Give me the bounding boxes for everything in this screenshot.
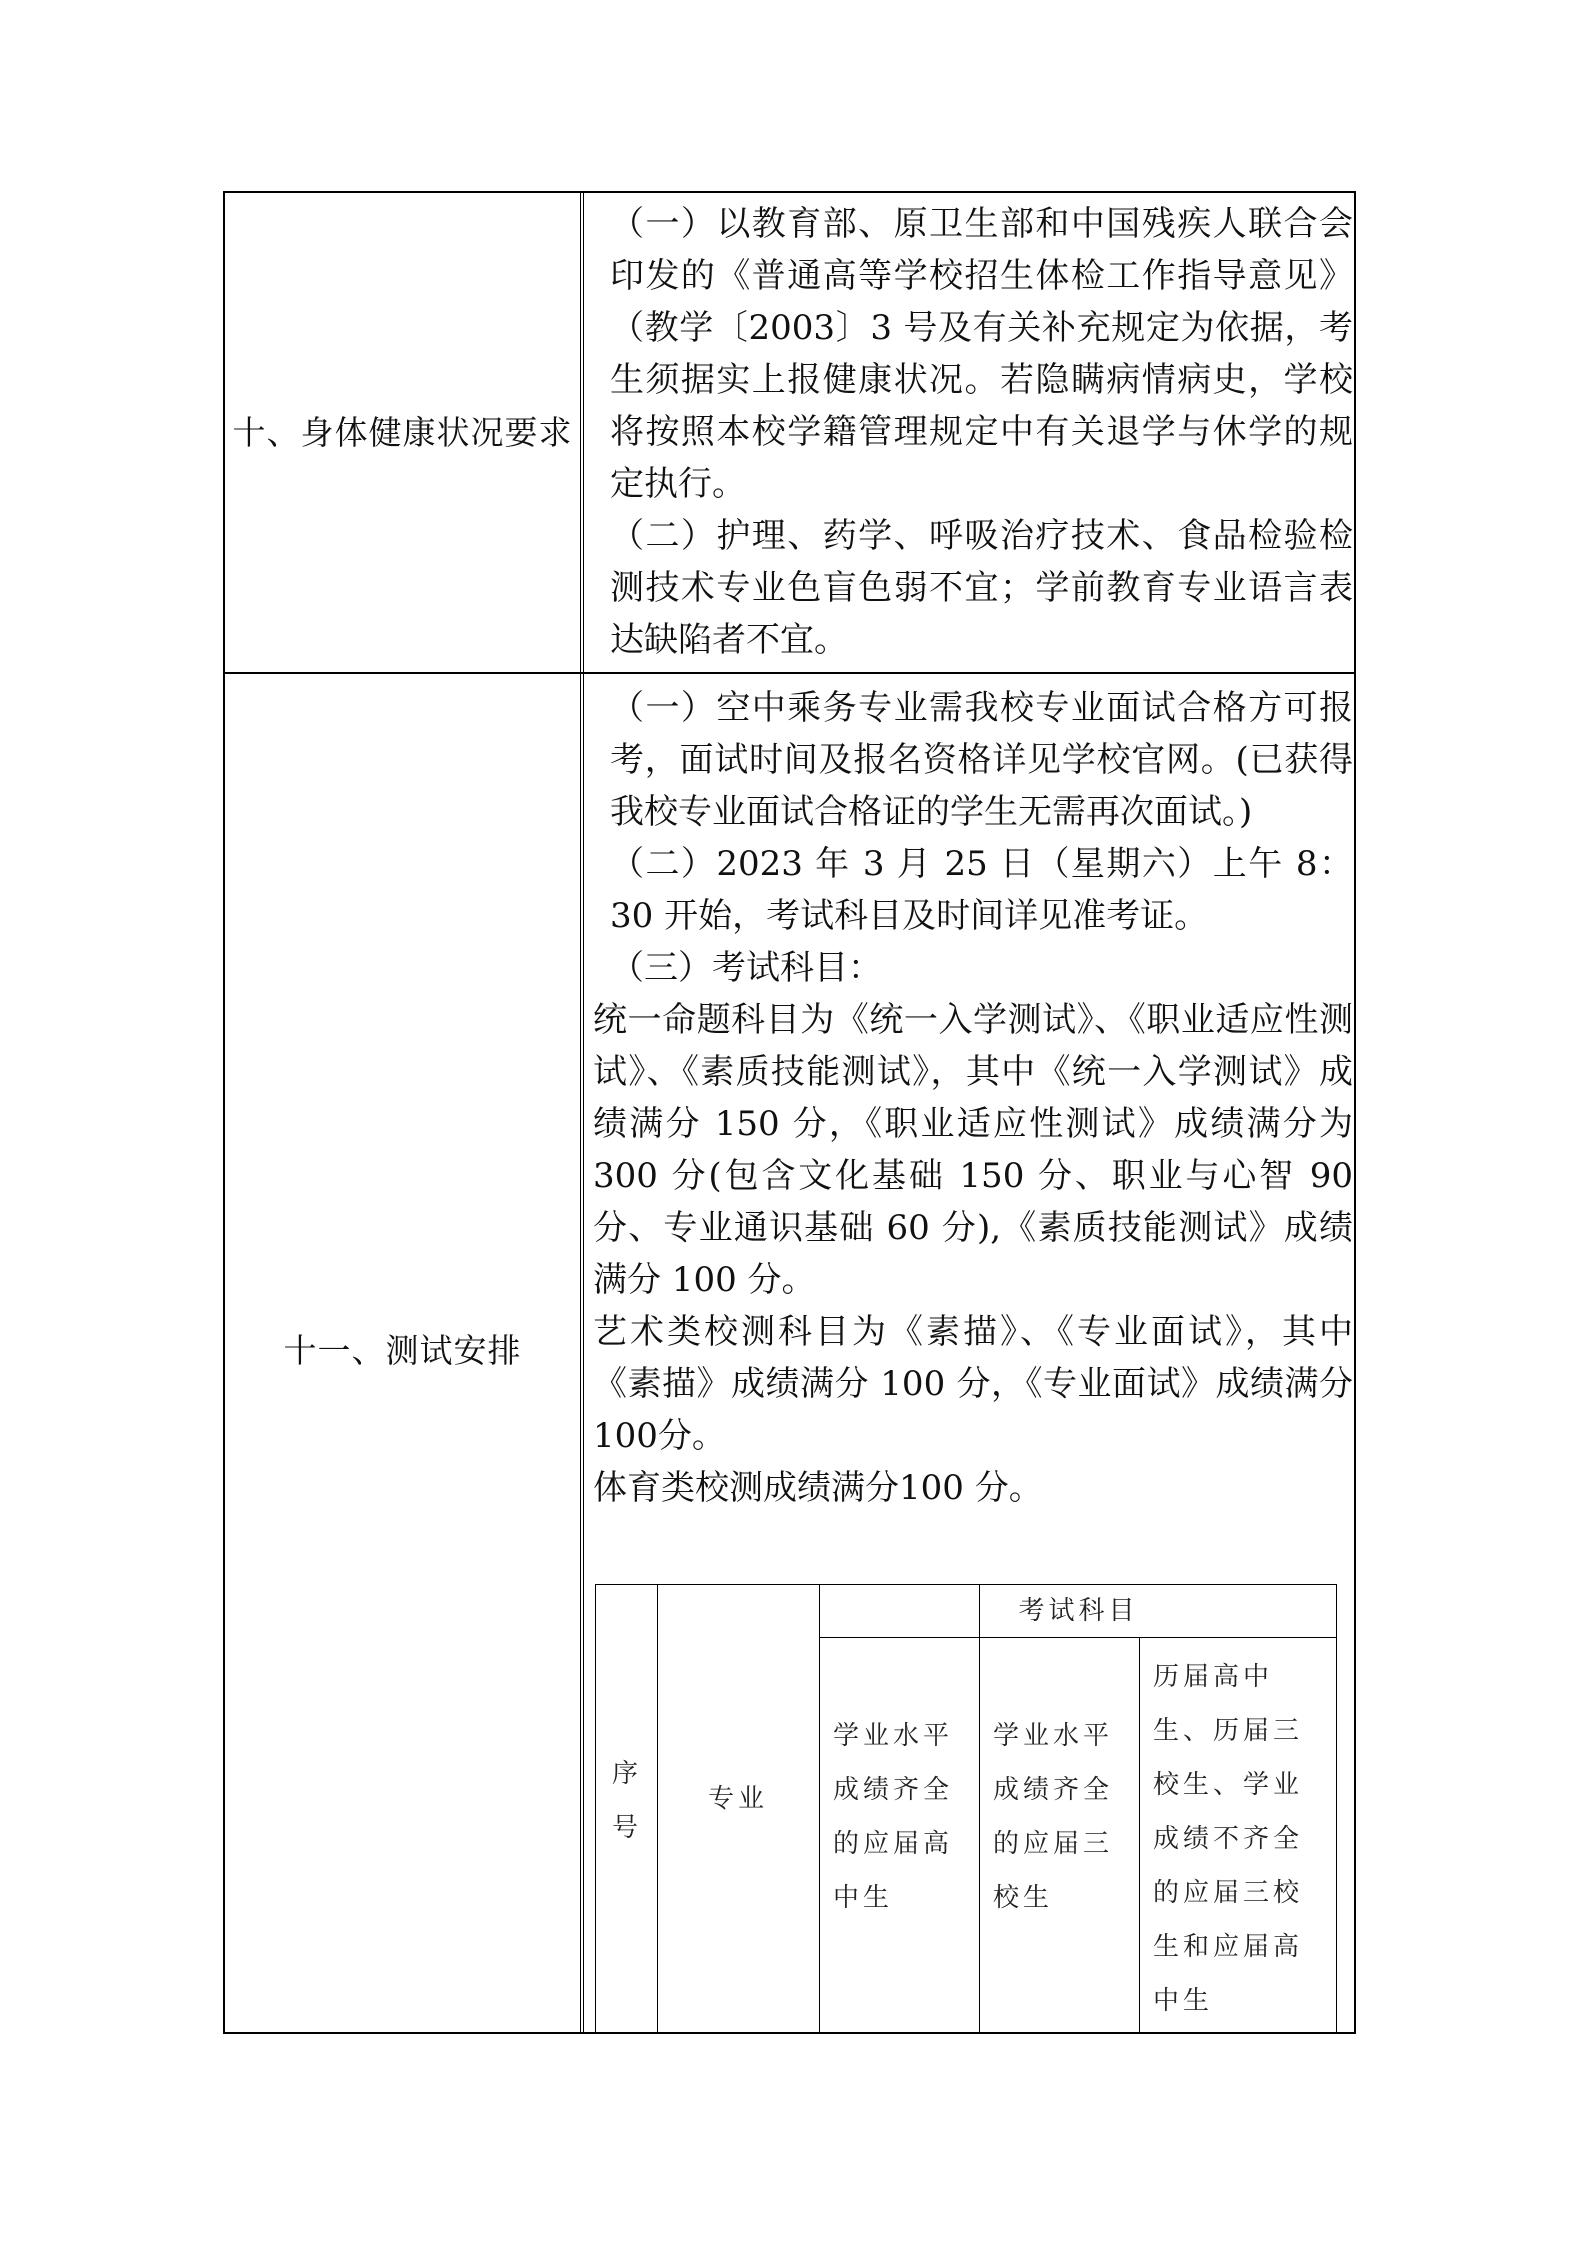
paragraph: （一）空中乘务专业需我校专业面试合格方可报考，面试时间及报名资格详见学校官网。(已获得我校专业面试合格证的学生无需再次面试。) bbox=[610, 688, 1353, 832]
paragraph: 艺术类校测科目为《素描》、《专业面试》，其中《素描》成绩满分 100 分，《专业面试》成绩满分 100分。 bbox=[593, 1312, 1353, 1456]
row-label-health: 十、身体健康状况要求 bbox=[232, 413, 573, 452]
exam-subject-table bbox=[595, 1584, 1337, 2034]
header-sub-1: 学业水平成绩齐全的应届高中生 bbox=[833, 1721, 954, 1913]
header-sub-2: 学业水平成绩齐全的应届三校生 bbox=[993, 1721, 1114, 1913]
column-divider bbox=[580, 193, 584, 2032]
inner-divider bbox=[819, 1585, 820, 2034]
row-content-health bbox=[593, 198, 1353, 666]
paragraph: 统一命题科目为《统一入学测试》、《职业适应性测试》、《素质技能测试》，其中《统一入学测试》成绩满分 150 分，《职业适应性测试》成绩满分为 300 分(包含文化基础 150 分、职业与心智 90 分、专业通识基础 60 分),《素质技能测试》成绩满分 100 分。 bbox=[593, 1000, 1353, 1300]
inner-divider bbox=[979, 1585, 980, 2034]
inner-divider bbox=[819, 1637, 1336, 1638]
paragraph: （三）考试科目： bbox=[610, 948, 882, 988]
row-content-test-arrangement bbox=[593, 682, 1353, 1514]
inner-divider bbox=[1139, 1637, 1140, 2034]
header-exam-subjects: 考试科目 bbox=[1018, 1596, 1139, 1626]
header-sub-3: 历届高中生、历届三校生、学业成绩不齐全的应届三校生和应届高中生 bbox=[1153, 1662, 1304, 2016]
paragraph: 体育类校测成绩满分100 分。 bbox=[593, 1468, 1043, 1508]
row-label-test-arrangement: 十一、测试安排 bbox=[283, 1331, 522, 1370]
row-divider bbox=[225, 672, 1354, 674]
requirements-table bbox=[223, 191, 1356, 2034]
header-no: 序号 bbox=[612, 1759, 643, 1843]
paragraph: （一）以教育部、原卫生部和中国残疾人联合会印发的《普通高等学校招生体检工作指导意见》（教学〔2003〕3 号及有关补充规定为依据，考生须据实上报健康状况。若隐瞒病情病史，学校将按照本校学籍管理规定中有关退学与休学的规定执行。 bbox=[610, 204, 1353, 504]
header-major: 专业 bbox=[707, 1784, 768, 1814]
paragraph: （二）2023 年 3 月 25 日（星期六）上午 8：30 开始，考试科目及时间详见准考证。 bbox=[610, 844, 1353, 936]
paragraph: （二）护理、药学、呼吸治疗技术、食品检验检测技术专业色盲色弱不宜；学前教育专业语言表达缺陷者不宜。 bbox=[610, 516, 1353, 660]
